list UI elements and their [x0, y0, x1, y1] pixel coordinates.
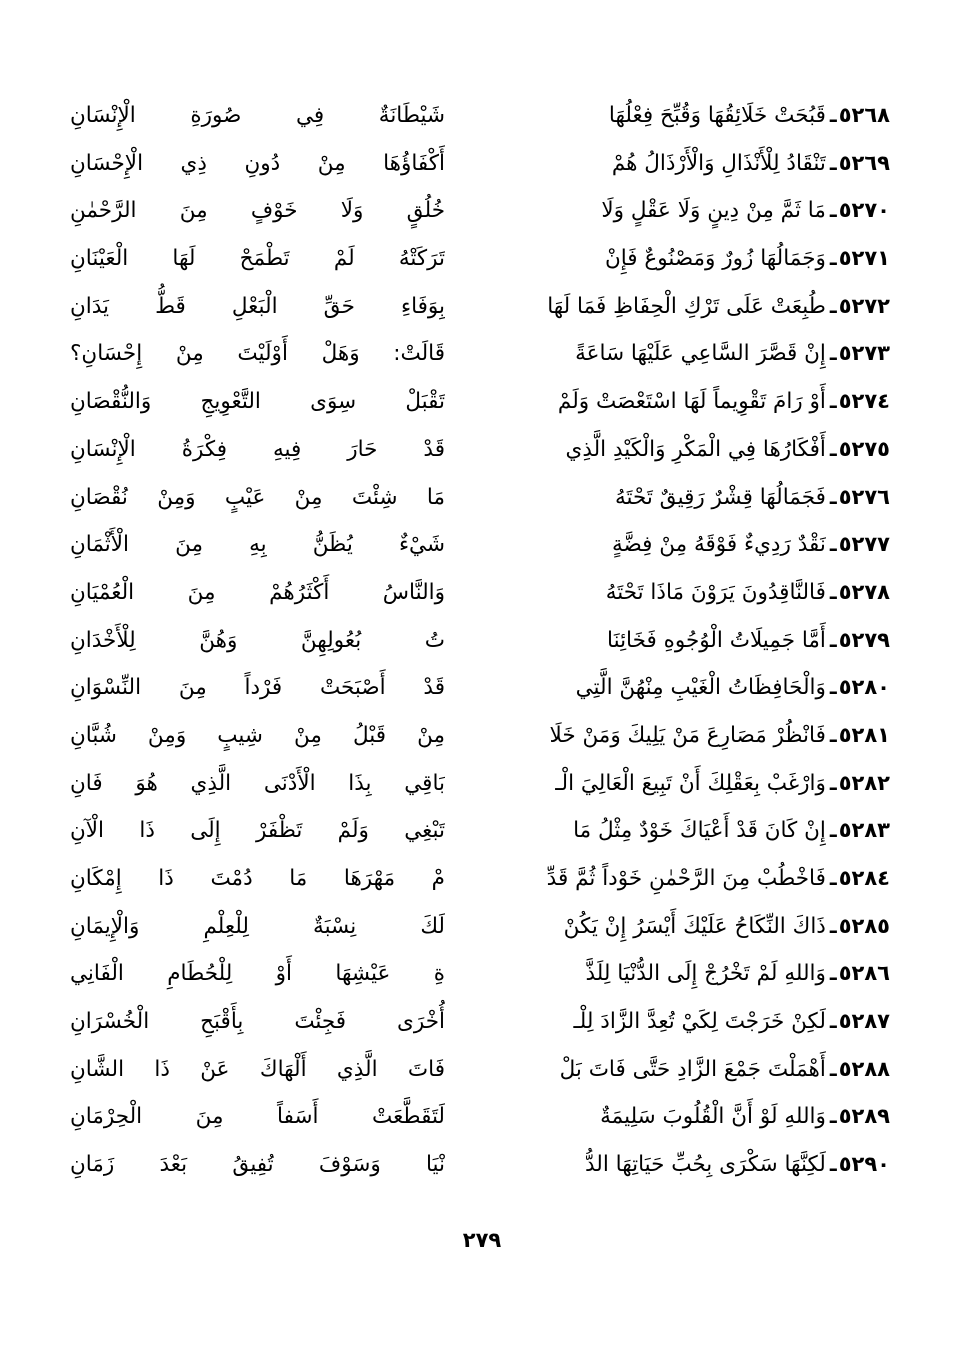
- verse-sadr-text: فَالنَّاقِدُونَ يَرَوْنَ مَاذَا تَحْتَهُ: [605, 579, 826, 605]
- verse-sadr-text: لَكِنَّهَا سَكْرَى بِحُبِّ حَيَاتِهَا الدُّ: [585, 1152, 826, 1178]
- verse-separator: ـ: [829, 913, 837, 938]
- verse-ajuz-text: أَكْفَاؤُهَا مِنْ دُونِ ذِي الْإِحْسَانِ: [70, 150, 445, 176]
- verse-line: [70, 283, 890, 331]
- verse-line: [70, 330, 890, 378]
- verse-second-hemistich: [70, 474, 445, 522]
- verse-first-hemistich: [468, 1141, 890, 1189]
- verse-first-hemistich: [468, 855, 890, 903]
- verse-second-hemistich: [70, 950, 445, 998]
- verse-line: [70, 187, 890, 235]
- verse-number: ٥٢٩٠: [838, 1152, 890, 1177]
- verse-line: [70, 521, 890, 569]
- verse-second-hemistich: [70, 330, 445, 378]
- verse-line: [70, 1093, 890, 1141]
- verse-sadr-text: طُبِعَتْ عَلَى تَرْكِ الْحِفَاظِ فَمَا لَهَا: [547, 293, 826, 319]
- verse-second-hemistich: [70, 903, 445, 951]
- verse-ajuz-text: شَيْطَانَةٌ فِي صُورَةِ الْإِنْسَانِ: [70, 103, 445, 128]
- poem-verses: [70, 92, 890, 1189]
- verse-number: ٥٢٨٥: [838, 913, 890, 938]
- verse-second-hemistich: [70, 998, 445, 1046]
- verse-second-hemistich: [70, 283, 445, 331]
- verse-sadr-text: أَهْمَلْتَ جَمْعَ الزَّادِ حَتَّى فَاتَ بَلْ: [559, 1056, 826, 1082]
- verse-second-hemistich: [70, 1141, 445, 1189]
- verse-first-hemistich: [468, 235, 890, 283]
- verse-number: ٥٢٨١: [838, 722, 890, 747]
- verse-sadr-text: تَنْقَادُ لِلْأَنْذَالِ وَالْأَرْذَالُ هُمْ: [611, 150, 826, 176]
- verse-separator: ـ: [829, 1152, 837, 1177]
- verse-number: ٥٢٧٤: [838, 389, 890, 414]
- verse-first-hemistich: [468, 998, 890, 1046]
- verse-first-hemistich: [468, 1093, 890, 1141]
- verse-line: [70, 569, 890, 617]
- verse-first-hemistich: [468, 187, 890, 235]
- verse-number: ٥٢٨٧: [838, 1009, 890, 1034]
- verse-second-hemistich: [70, 807, 445, 855]
- verse-separator: ـ: [829, 150, 837, 175]
- verse-separator: ـ: [829, 389, 837, 414]
- verse-first-hemistich: [468, 474, 890, 522]
- verse-number: ٥٢٧٩: [838, 627, 890, 652]
- verse-second-hemistich: [70, 92, 445, 140]
- verse-line: [70, 426, 890, 474]
- verse-ajuz-text: شَيْءٌ يُظَنُّ بِهِ مِنَ الْأَثْمَانِ: [70, 532, 445, 558]
- verse-second-hemistich: [70, 426, 445, 474]
- verse-separator: ـ: [829, 961, 837, 986]
- verse-first-hemistich: [468, 521, 890, 569]
- verse-number: ٥٢٧٠: [838, 198, 890, 223]
- verse-line: [70, 903, 890, 951]
- verse-second-hemistich: [70, 617, 445, 665]
- verse-separator: ـ: [829, 866, 837, 890]
- verse-first-hemistich: [468, 807, 890, 855]
- verse-second-hemistich: [70, 1046, 445, 1094]
- verse-second-hemistich: [70, 235, 445, 283]
- verse-number: ٥٢٨٣: [838, 818, 890, 843]
- verse-line: [70, 664, 890, 712]
- verse-line: [70, 950, 890, 998]
- verse-number: ٥٢٧٨: [838, 579, 890, 604]
- verse-sadr-text: أَوْ رَامَ تَقْوِيماً لَهَا اسْتَعْصَتْ وَلَمْ: [557, 389, 826, 415]
- verse-ajuz-text: قَالَتْ: وَهَلْ أَوْلَيْتَ مِنْ إِحْسَانِ؟: [70, 341, 445, 367]
- verse-line: [70, 1141, 890, 1189]
- verse-second-hemistich: [70, 712, 445, 760]
- verse-number: ٥٢٦٩: [838, 150, 890, 175]
- verse-line: [70, 92, 890, 140]
- verse-ajuz-text: لَكَ نِسْبَةٌ لِلْعِلْمِ وَالْإِيمَانِ: [70, 913, 445, 939]
- verse-sadr-text: قَبُحَتْ خَلَائِقُهَا وَقُبِّحَ فِعْلُهَا: [608, 103, 826, 128]
- verse-separator: ـ: [829, 484, 837, 509]
- verse-first-hemistich: [468, 903, 890, 951]
- verse-sadr-text: نَقْدٌ رَدِيءٌ فَوْقَهُ مِنْ فِضَّةٍ: [611, 532, 826, 558]
- verse-number: ٥٢٧٣: [838, 341, 890, 366]
- verse-first-hemistich: [468, 283, 890, 331]
- verse-number: ٥٢٦٨: [838, 103, 890, 127]
- verse-separator: ـ: [829, 246, 837, 271]
- verse-separator: ـ: [829, 1009, 837, 1034]
- verse-ajuz-text: قَدْ حَارَ فِيهِ فِكْرَةُ الْإِنْسَانِ: [70, 436, 445, 462]
- verse-separator: ـ: [829, 675, 837, 700]
- verse-second-hemistich: [70, 760, 445, 808]
- verse-first-hemistich: [468, 140, 890, 188]
- verse-ajuz-text: تُ بُعُولِهِنَّ وَهُنَّ لِلْأَخْدَانِ: [70, 627, 445, 653]
- verse-first-hemistich: [468, 760, 890, 808]
- verse-line: [70, 378, 890, 426]
- verse-ajuz-text: مِنْ قَبْلُ مِنْ شِيبٍ وَمِنْ شُبَّانِ: [70, 722, 445, 748]
- verse-first-hemistich: [468, 712, 890, 760]
- verse-separator: ـ: [829, 579, 837, 604]
- verse-number: ٥٢٨٦: [838, 961, 890, 986]
- verse-ajuz-text: لَتَقَطَّعَتْ أَسَفاً مِنَ الْحِرْمَانِ: [70, 1104, 445, 1130]
- verse-separator: ـ: [829, 198, 837, 223]
- verse-line: [70, 140, 890, 188]
- verse-ajuz-text: قَدْ أَصْبَحَتْ فَرْداً مِنَ النِّسْوَانِ: [70, 675, 445, 701]
- verse-sadr-text: مَا ثَمَّ مِنْ دِينٍ وَلَا عَقْلٍ وَلَا: [601, 198, 826, 224]
- verse-sadr-text: أَفْكَارُهَا فِي الْمَكْرِ وَالْكَيْدِ الَّذِي: [565, 436, 826, 462]
- verse-separator: ـ: [829, 436, 837, 461]
- verse-number: ٥٢٧٢: [838, 293, 890, 318]
- verse-separator: ـ: [829, 341, 837, 366]
- verse-first-hemistich: [468, 617, 890, 665]
- verse-line: [70, 235, 890, 283]
- verse-separator: ـ: [829, 818, 837, 843]
- verse-ajuz-text: تَبْغِي وَلَمْ تَظْفَرْ إِلَى ذَا الْآنِ: [70, 818, 445, 844]
- verse-ajuz-text: نْيَا وَسَوْفَ تُفِيقُ بَعْدَ زَمَانِ: [70, 1152, 445, 1178]
- page-number: ٢٧٩: [462, 1228, 502, 1252]
- verse-number: ٥٢٧٥: [838, 436, 890, 461]
- verse-line: [70, 474, 890, 522]
- verse-separator: ـ: [829, 1104, 837, 1129]
- verse-second-hemistich: [70, 569, 445, 617]
- verse-line: [70, 760, 890, 808]
- verse-sadr-text: إِنْ قَصَّرَ السَّاعِي عَلَيْهَا سَاعَةً: [575, 341, 826, 367]
- verse-number: ٥٢٧٦: [838, 484, 890, 509]
- verse-number: ٥٢٨٩: [838, 1104, 890, 1129]
- verse-line: [70, 712, 890, 760]
- verse-first-hemistich: [468, 664, 890, 712]
- verse-second-hemistich: [70, 664, 445, 712]
- verse-number: ٥٢٨٨: [838, 1056, 890, 1081]
- verse-number: ٥٢٧٧: [838, 532, 890, 557]
- verse-first-hemistich: [468, 1046, 890, 1094]
- verse-line: [70, 807, 890, 855]
- verse-ajuz-text: أُخْرَى فَجِئْتَ بِأَقْبَحِ الْخُسْرَانِ: [70, 1009, 445, 1035]
- verse-sadr-text: أَمَّا جَمِيلَاتُ الْوُجُوهِ فَخَائِنَا: [607, 627, 826, 653]
- verse-separator: ـ: [829, 770, 837, 795]
- verse-ajuz-text: مْ مَهْرَهَا مَا دُمْتَ ذَا إِمْكَانِ: [70, 866, 445, 891]
- verse-sadr-text: وَجَمَالُهَا زُورٌ وَمَصْنُوعٌ فَإِنْ: [604, 246, 826, 272]
- verse-first-hemistich: [468, 569, 890, 617]
- verse-sadr-text: إِنْ كَانَ قَدْ أَعْيَاكَ خَوْدٌ مِثْلُ مَا: [573, 818, 826, 844]
- verse-second-hemistich: [70, 187, 445, 235]
- verse-ajuz-text: ةِ عَيْشِهَا أَوْ لِلْحُطَامِ الْفَانِي: [70, 961, 445, 987]
- verse-first-hemistich: [468, 330, 890, 378]
- verse-sadr-text: وَالْحَافِظَاتُ الْغَيْبِ مِنْهُنَّ الَّتِي: [575, 675, 826, 701]
- verse-separator: ـ: [829, 627, 837, 652]
- verse-sadr-text: فَانْظُرْ مَصَارِعَ مَنْ يَلِيكَ وَمَنْ خَلَا: [549, 722, 826, 748]
- verse-ajuz-text: بِوَفَاءِ حَقِّ الْبَعْلِ قَطُّ يَدَانِ: [70, 293, 445, 319]
- verse-line: [70, 1046, 890, 1094]
- verse-first-hemistich: [468, 426, 890, 474]
- verse-second-hemistich: [70, 140, 445, 188]
- verse-ajuz-text: خُلُقٍ وَلَا خَوْفٍ مِنَ الرَّحْمٰنِ: [70, 198, 445, 224]
- verse-sadr-text: وَارْغَبْ بِعَقْلِكَ أَنْ تَبِيعَ الْعَالِيَ الْـ: [555, 770, 826, 796]
- verse-second-hemistich: [70, 521, 445, 569]
- verse-line: [70, 617, 890, 665]
- verse-separator: ـ: [829, 1056, 837, 1081]
- verse-sadr-text: فَاخْطُبْ مِنَ الرَّحْمٰنِ خَوْداً ثُمَّ قَدِّ: [546, 866, 826, 891]
- verse-sadr-text: وَاللهِ لَمْ تَخْرُجْ إِلَى الدُّنْيَا لِلَذَّ: [585, 961, 826, 987]
- verse-second-hemistich: [70, 855, 445, 903]
- verse-sadr-text: وَاللهِ لَوْ أَنَّ الْقُلُوبَ سَلِيمَةٌ: [600, 1104, 826, 1130]
- verse-sadr-text: لَكِنْ خَرَجْتَ لِكَيْ تُعِدَّ الزَّادَ لِلْـ: [573, 1009, 826, 1035]
- verse-separator: ـ: [829, 293, 837, 318]
- verse-first-hemistich: [468, 378, 890, 426]
- verse-separator: ـ: [829, 532, 837, 557]
- verse-first-hemistich: [468, 950, 890, 998]
- verse-line: [70, 855, 890, 903]
- verse-ajuz-text: مَا شِئْتَ مِنْ عَيْبٍ وَمِنْ نُقْصَانِ: [70, 484, 445, 510]
- verse-ajuz-text: وَالنَّاسُ أَكْثَرُهُمْ مِنَ الْعُمْيَانِ: [70, 579, 445, 605]
- verse-separator: ـ: [829, 103, 837, 127]
- verse-separator: ـ: [829, 722, 837, 747]
- verse-number: ٥٢٨٢: [838, 770, 890, 795]
- verse-ajuz-text: تَقْبَلْ سِوَى التَّعْوِيجِ وَالنُّقْصَانِ: [70, 389, 445, 415]
- verse-ajuz-text: تَرَكَتْهُ لَمْ تَطْمَحْ لَهَا الْعَيْنَانِ: [70, 246, 445, 272]
- verse-line: [70, 998, 890, 1046]
- verse-number: ٥٢٧١: [838, 246, 890, 271]
- verse-first-hemistich: [468, 92, 890, 140]
- verse-number: ٥٢٨٠: [838, 675, 890, 700]
- verse-second-hemistich: [70, 1093, 445, 1141]
- verse-number: ٥٢٨٤: [838, 866, 890, 890]
- verse-sadr-text: فَجَمَالُهَا قِشْرٌ رَقِيقٌ تَحْتَهُ: [614, 484, 826, 510]
- verse-ajuz-text: فَاتَ الَّذِي أَلْهَاكَ عَنْ ذَا الشَّانِ: [70, 1056, 445, 1082]
- verse-ajuz-text: بَاقِي بِذَا الْأَدْنَى الَّذِي هُوَ فَانِ: [70, 770, 445, 796]
- verse-sadr-text: ذَاكَ النِّكَاحُ عَلَيْكَ أَيْسَرُ إِنْ يَكُنْ: [563, 913, 826, 939]
- verse-second-hemistich: [70, 378, 445, 426]
